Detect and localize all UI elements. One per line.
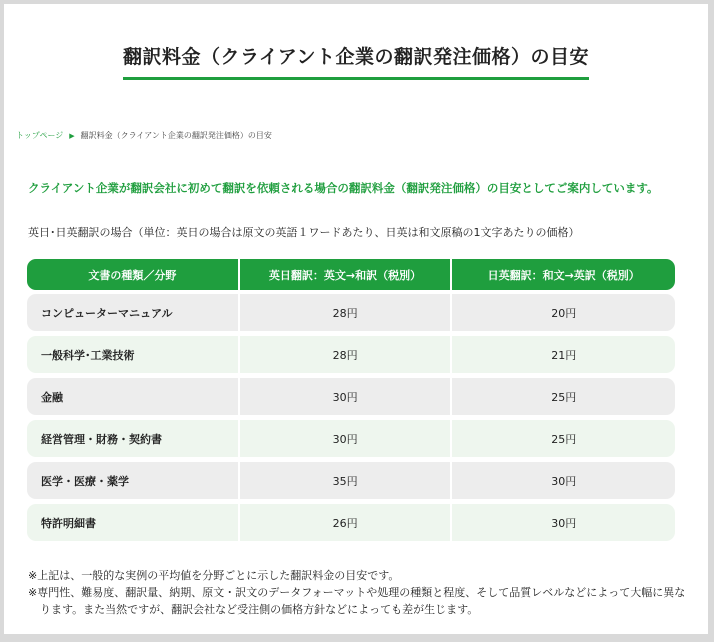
table-row xyxy=(27,504,675,541)
unit-note: 英日･日英翻訳の場合（単位：英日の場合は原文の英語１ワードあたり、日英は和文原稿の1文字あたりの価格） xyxy=(28,226,580,239)
footnote-2: ※専門性、難易度、翻訳量、納期、原文・訳文のデータフォーマットや処理の種類と程度、そして品質レベルなどによって大幅に異なります。また当然ですが、翻訳会社など受注側の価格方針などによっても差が生じます。 xyxy=(28,586,686,616)
row-ja-en-price: 30円 xyxy=(450,462,675,499)
page xyxy=(4,4,708,634)
table-row xyxy=(27,462,675,499)
row-ja-en-price: 21円 xyxy=(450,336,675,373)
table-row xyxy=(27,420,675,457)
header-ja-en: 日英翻訳：和文→英訳（税別） xyxy=(450,259,675,290)
row-category: コンピューターマニュアル xyxy=(41,306,173,320)
breadcrumb-current: 翻訳料金（クライアント企業の翻訳発注価格）の目安 xyxy=(80,131,272,140)
row-ja-en-price: 25円 xyxy=(450,378,675,415)
page-title: 翻訳料金（クライアント企業の翻訳発注価格）の目安 xyxy=(123,42,589,80)
breadcrumb-arrow-icon: ▶ xyxy=(69,132,75,140)
row-ja-en-price: 30円 xyxy=(450,504,675,541)
title-wrap xyxy=(4,42,708,80)
row-en-ja-price: 26円 xyxy=(238,504,451,541)
breadcrumb-home-link[interactable]: トップページ xyxy=(16,131,64,140)
row-category: 医学・医療・薬学 xyxy=(41,474,129,488)
table-row xyxy=(27,378,675,415)
table-row xyxy=(27,294,675,331)
footnote-1: ※上記は、一般的な実例の平均値を分野ごとに示した翻訳料金の目安です。 xyxy=(28,569,400,582)
header-category: 文書の種類／分野 xyxy=(88,268,177,282)
row-ja-en-price: 20円 xyxy=(450,294,675,331)
row-en-ja-price: 30円 xyxy=(238,420,451,457)
footnotes xyxy=(28,567,688,618)
row-en-ja-price: 30円 xyxy=(238,378,451,415)
breadcrumb xyxy=(16,130,272,141)
table-header-row xyxy=(27,259,675,290)
row-category: 経営管理・財務・契約書 xyxy=(41,432,162,446)
header-en-ja: 英日翻訳：英文→和訳（税別） xyxy=(238,259,451,290)
row-en-ja-price: 28円 xyxy=(238,294,451,331)
row-category: 特許明細書 xyxy=(41,516,96,530)
table-row xyxy=(27,336,675,373)
row-en-ja-price: 35円 xyxy=(238,462,451,499)
row-category: 金融 xyxy=(41,390,63,404)
row-category: 一般科学･工業技術 xyxy=(41,348,135,362)
row-ja-en-price: 25円 xyxy=(450,420,675,457)
lead-text: クライアント企業が翻訳会社に初めて翻訳を依頼される場合の翻訳料金（翻訳発注価格）の目安としてご案内しています。 xyxy=(28,181,659,195)
row-en-ja-price: 28円 xyxy=(238,336,451,373)
price-table xyxy=(27,259,675,546)
